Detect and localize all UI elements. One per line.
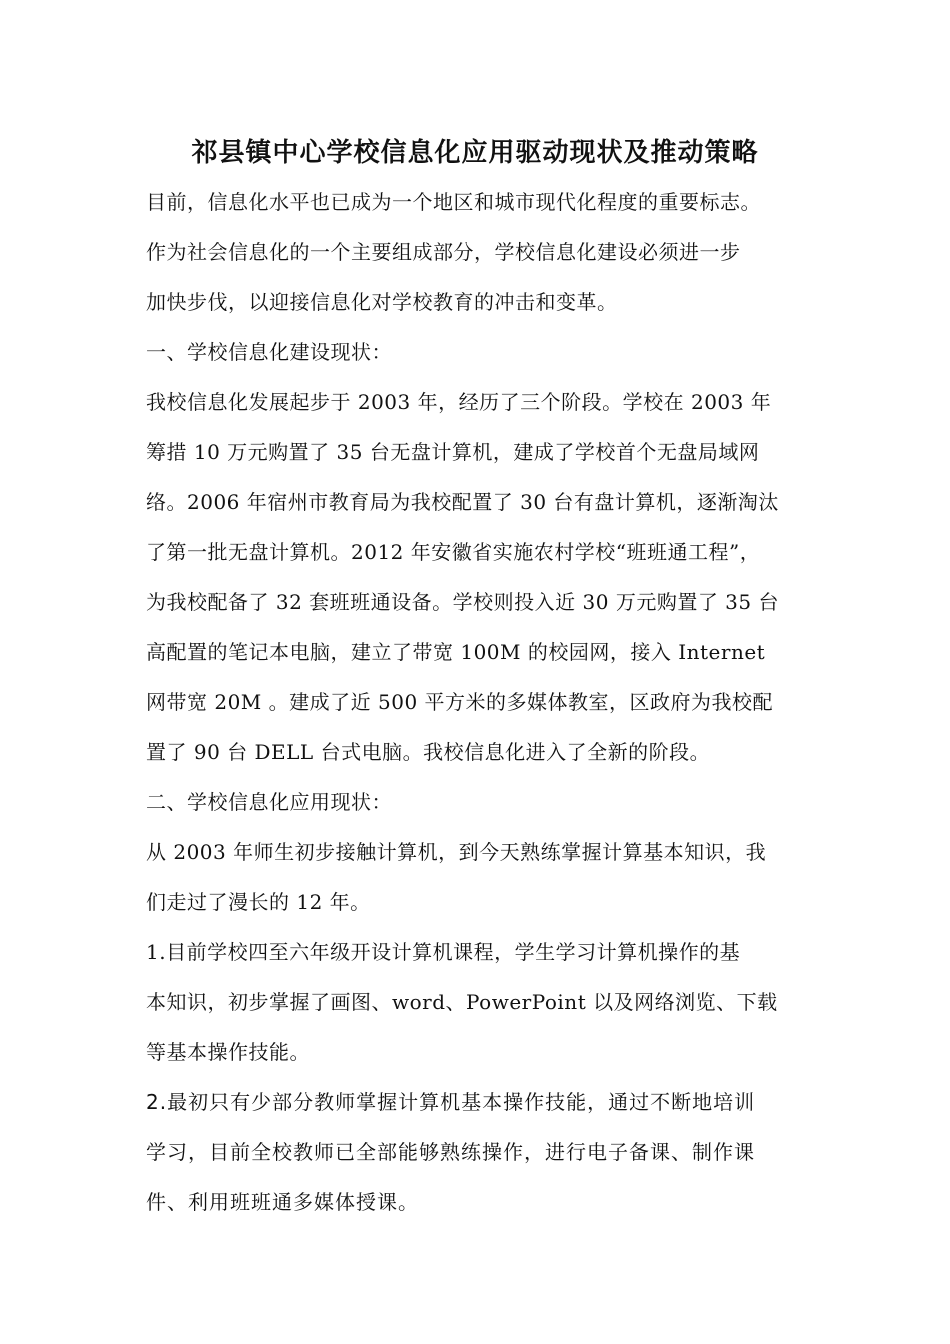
section-heading-construction: 一、学校信息化建设现状： xyxy=(146,340,392,364)
list-item-line: 2.最初只有少部分教师掌握计算机基本操作技能，通过不断地培训 xyxy=(146,1090,756,1114)
document-body xyxy=(146,177,816,1227)
paragraph-line: 高配置的笔记本电脑，建立了带宽 100M 的校园网，接入 Internet xyxy=(146,640,766,664)
paragraph-line: 了第一批无盘计算机。2012 年安徽省实施农村学校“班班通工程”， xyxy=(146,540,761,564)
document-title: 祁县镇中心学校信息化应用驱动现状及推动策略 xyxy=(191,138,759,168)
list-item-line: 件、利用班班通多媒体授课。 xyxy=(146,1190,419,1214)
paragraph-line: 置了 90 台 DELL 台式电脑。我校信息化进入了全新的阶段。 xyxy=(146,740,711,764)
paragraph-line: 筹措 10 万元购置了 35 台无盘计算机，建成了学校首个无盘局域网 xyxy=(146,440,760,464)
list-item-line: 1.目前学校四至六年级开设计算机课程，学生学习计算机操作的基 xyxy=(146,940,741,964)
paragraph-line: 加快步伐，以迎接信息化对学校教育的冲击和变革。 xyxy=(146,290,618,314)
paragraph-line: 作为社会信息化的一个主要组成部分，学校信息化建设必须进一步 xyxy=(146,240,741,264)
list-item-line: 学习，目前全校教师已全部能够熟练操作，进行电子备课、制作课 xyxy=(146,1140,755,1164)
paragraph-line: 我校信息化发展起步于 2003 年，经历了三个阶段。学校在 2003 年 xyxy=(146,390,772,414)
list-item-line: 等基本操作技能。 xyxy=(146,1040,310,1064)
paragraph-line: 目前，信息化水平也已成为一个地区和城市现代化程度的重要标志。 xyxy=(146,190,761,214)
section-heading-application: 二、学校信息化应用现状： xyxy=(146,790,392,814)
paragraph-line: 们走过了漫长的 12 年。 xyxy=(146,890,371,914)
paragraph-line: 络。2006 年宿州市教育局为我校配置了 30 台有盘计算机，逐渐淘汰 xyxy=(146,490,779,514)
paragraph-line: 网带宽 20M 。建成了近 500 平方米的多媒体教室，区政府为我校配 xyxy=(146,690,774,714)
paragraph-line: 为我校配备了 32 套班班通设备。学校则投入近 30 万元购置了 35 台 xyxy=(146,590,779,614)
paragraph-line: 从 2003 年师生初步接触计算机，到今天熟练掌握计算基本知识，我 xyxy=(146,840,767,864)
list-item-line: 本知识，初步掌握了画图、word、PowerPoint 以及网络浏览、下载 xyxy=(146,990,778,1014)
